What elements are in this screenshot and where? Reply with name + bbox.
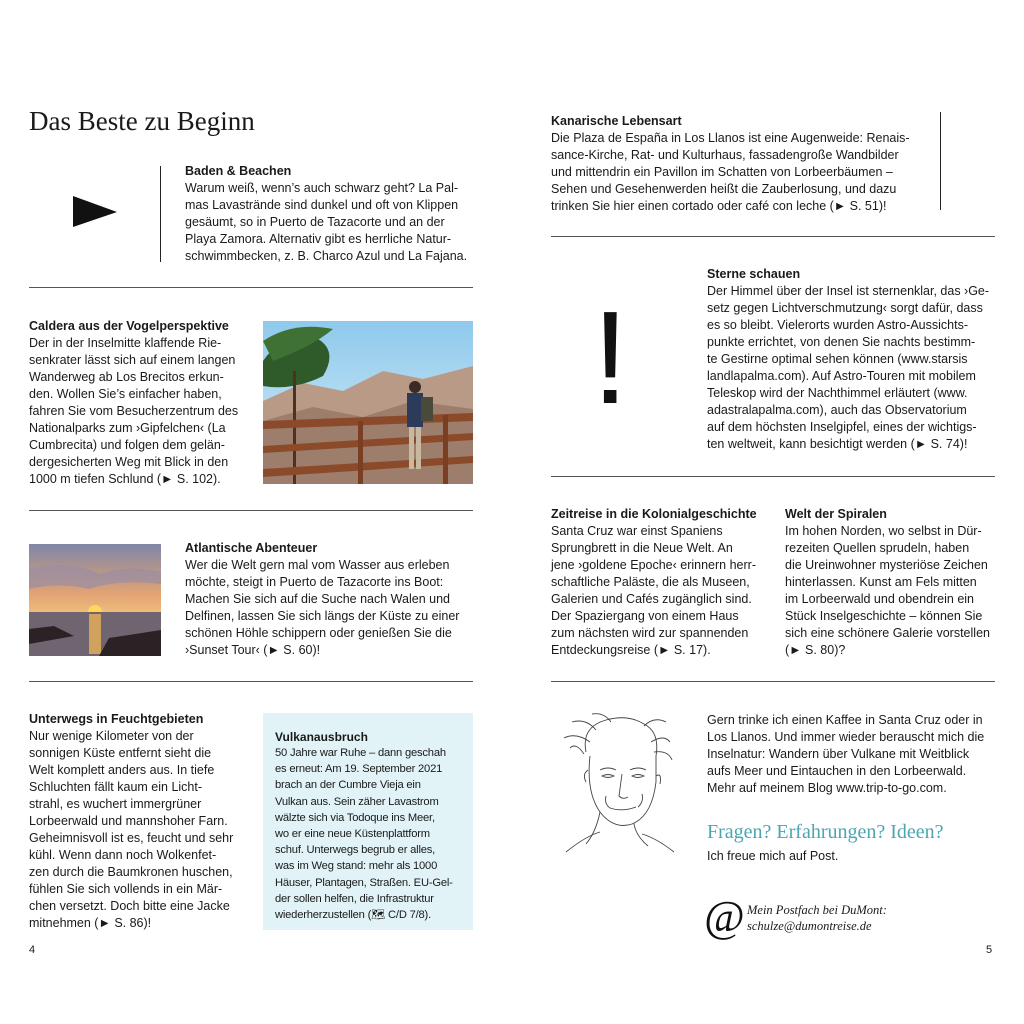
caldera-photo bbox=[263, 321, 473, 484]
section-body: Wer die Welt gern mal vom Wasser aus erleben möchte, steigt in Puerto de Tazacorte ins Boot: Machen Sie sich auf die Suche nach Walen und Delfinen, lassen Sie sich längs der Küste zu einer schönen Höhle schippern oder genießen Sie die ›Sunset Tour‹ (► S. 60)! bbox=[185, 558, 460, 657]
section-heading: Unterwegs in Feuchtgebieten bbox=[29, 712, 204, 726]
section-body: Im hohen Norden, wo selbst in Dür- rezeiten Quellen sprudeln, haben die Ureinwohner mysteriöse Zeichen hinterlassen. Kunst am Fels mitten im Lorbeerwald und obendrein ein Stück Inselgeschichte – können Sie sich eine schönere Galerie vorstellen (► S. 80)? bbox=[785, 524, 990, 657]
section-divider bbox=[940, 112, 941, 210]
section-heading: Kanarische Lebensart bbox=[551, 114, 682, 128]
horizontal-rule bbox=[29, 287, 473, 288]
author-text: Gern trinke ich einen Kaffee in Santa Cruz oder in Los Llanos. Und immer wieder berauscht mich die Inselnatur: Wandern über Vulkane mit Weitblick aufs Meer und Eintauchen in den Lorbeerwald. Mehr auf meinem Blog www.trip-to-go.com. bbox=[707, 713, 985, 795]
play-triangle-icon bbox=[73, 196, 119, 228]
section-divider bbox=[160, 166, 161, 262]
contact-question: Fragen? Erfahrungen? Ideen? bbox=[707, 821, 944, 843]
exclamation-icon: ! bbox=[592, 284, 629, 431]
section-heading: Baden & Beachen bbox=[185, 164, 292, 178]
postfach-label: Mein Postfach bei DuMont: bbox=[747, 903, 887, 917]
section-heading: Atlantische Abenteuer bbox=[185, 541, 318, 555]
email-link[interactable]: schulze@dumontreise.de bbox=[747, 919, 872, 933]
page-number: 4 bbox=[29, 944, 36, 956]
horizontal-rule bbox=[551, 236, 995, 237]
horizontal-rule bbox=[551, 476, 995, 477]
section-body: Die Plaza de España in Los Llanos ist eine Augenweide: Renais- sance-Kirche, Rat- und Kulturhaus, fassadengroße Wandbilder und mittendrin ein Pavillon im Schatten von Lorbeerbäumen – Sehen und Gesehenwerden heißt die Zauberlosung, und dazu trinken Sie hier einen cortado oder café con leche (► S. 51)! bbox=[551, 131, 910, 213]
author-portrait bbox=[556, 712, 674, 854]
info-box-body: 50 Jahre war Ruhe – dann geschah es erneut: Am 19. September 2021 brach an der Cumbre Vieja ein Vulkan aus. Sein zäher Lavastrom wälzte sich via Todoque ins Meer, wo er eine neue Küstenplattform schuf. Unterwegs begrub er alles, was im Weg stand: mehr als 1000 Häuser, Plantagen, Straßen. EU-Gel- der sollen helfen, die Infrastruktur wiederherzustellen (🗺 C/D 7/8). bbox=[275, 747, 453, 922]
horizontal-rule bbox=[551, 681, 995, 682]
contact-note: Ich freue mich auf Post. bbox=[707, 849, 839, 863]
section-body: Nur wenige Kilometer von der sonnigen Küste entfernt sieht die Welt komplett anders aus. In tiefe Schluchten fällt kaum ein Licht- strahl, es wuchert immergrüner Lorbeerwald und mannshoher Farn. Geheimnisvoll ist es, feucht und sehr kühl. Wenn dann noch Wolkenfet- zen durch die Baumkronen huschen, fühlen Sie sich vollends in ein Mär- chen versetzt. Doch bitte eine Jacke mitnehmen (► S. 86)! bbox=[29, 729, 234, 930]
section-body: Der Himmel über der Insel ist sternenklar, das ›Ge- setz gegen Lichtverschmutzung‹ sorgt dafür, dass es so bleibt. Vielerorts wurden Astro-Aussichts- punkte errichtet, von denen Sie nachts bestimm- te Gestirne optimal sehen können (www.starsis landlapalma.com). Auf Astro-Touren mit mobilem Teleskop wird der Nachthimmel erläutert (www. adastralapalma.com), auch das Observatorium auf dem höchsten Inselgipfel, eines der wichtigs- ten weltweit, kann besichtigt werden (► S. 74)! bbox=[707, 284, 990, 451]
section-body: Der in der Inselmitte klaffende Rie- senkrater lässt sich auf einem langen Wanderweg ab Los Brecitos erkun- den. Wollen Sie’s einfacher haben, fahren Sie vom Besucherzentrum des Nationalparks zum ›Gipfelchen‹ (La Cumbrecita) und folgen dem gelän- dergesicherten Weg mit Blick in den 1000 m tiefen Schlund (► S. 102). bbox=[29, 336, 239, 486]
section-heading: Caldera aus der Vogelperspektive bbox=[29, 319, 229, 333]
sunset-photo bbox=[29, 544, 161, 656]
section-heading: Welt der Spiralen bbox=[785, 507, 887, 521]
section-body: Santa Cruz war einst Spaniens Sprungbrett in die Neue Welt. An jene ›goldene Epoche‹ erinnern herr- schaftliche Paläste, die als Museen, Galerien und Cafés zugänglich sind. Der Spaziergang von einem Haus zum nächsten wird zur spannenden Entdeckungsreise (► S. 17). bbox=[551, 524, 756, 657]
info-box bbox=[263, 713, 473, 930]
section-body: Warum weiß, wenn’s auch schwarz geht? La Pal- mas Lavastrände sind dunkel und oft von Klippen gesäumt, so in Puerto de Tazacorte und an der Playa Zamora. Alternativ gibt es herrliche Natur- schwimmbecken, z. B. Charco Azul und La Fajana. bbox=[185, 181, 468, 263]
page-title: Das Beste zu Beginn bbox=[29, 106, 255, 136]
at-icon: @ bbox=[704, 892, 745, 941]
horizontal-rule bbox=[29, 510, 473, 511]
page-number: 5 bbox=[986, 944, 993, 956]
horizontal-rule bbox=[29, 681, 473, 682]
info-box-heading: Vulkanausbruch bbox=[275, 730, 368, 744]
section-heading: Zeitreise in die Kolonialgeschichte bbox=[551, 507, 757, 521]
section-heading: Sterne schauen bbox=[707, 267, 801, 281]
